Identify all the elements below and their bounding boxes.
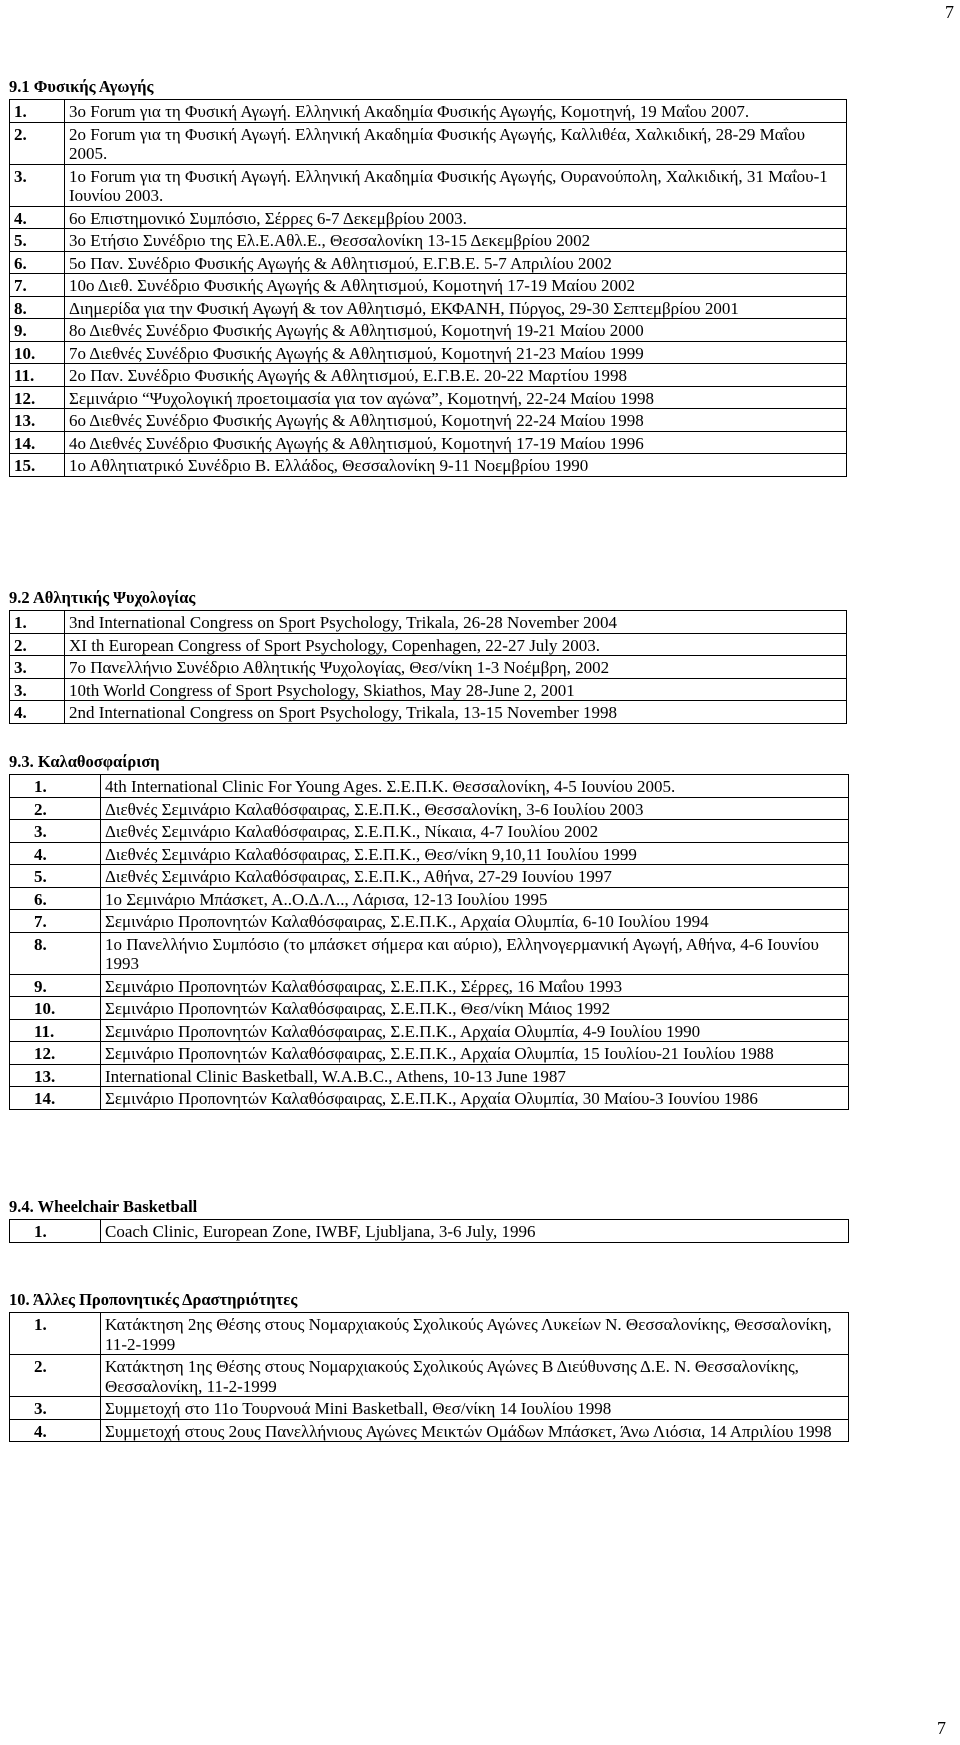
- item-text: 2ο Forum για τη Φυσική Αγωγή. Ελληνική Ακαδημία Φυσικής Αγωγής, Καλλιθέα, Χαλκιδική, 28-29 Μαΐου 2005.: [65, 122, 847, 164]
- item-number: 5.: [10, 865, 101, 888]
- item-text: 2nd International Congress on Sport Psychology, Trikala, 13-15 November 1998: [65, 701, 847, 724]
- table-row: [10, 932, 849, 974]
- table-row: [10, 251, 847, 274]
- item-text: 4ο Διεθνές Συνέδριο Φυσικής Αγωγής & Αθλητισμού, Κομοτηνή 17-19 Μαίου 1996: [65, 431, 847, 454]
- table-row: [10, 865, 849, 888]
- table-row: [10, 454, 847, 477]
- item-text: Κατάκτηση 2ης Θέσης στους Νομαρχιακούς Σχολικούς Αγώνες Λυκείων Ν. Θεσσαλονίκης, Θεσσαλονίκη, 11-2-1999: [101, 1313, 849, 1355]
- table-row: [10, 842, 849, 865]
- item-text: Διεθνές Σεμινάριο Καλαθόσφαιρας, Σ.Ε.Π.Κ., Νίκαια, 4-7 Ιουλίου 2002: [101, 820, 849, 843]
- item-number: 8.: [10, 296, 65, 319]
- item-text: 3ο Forum για τη Φυσική Αγωγή. Ελληνική Ακαδημία Φυσικής Αγωγής, Κομοτηνή, 19 Μαΐου 2007.: [65, 100, 847, 123]
- item-text: Σεμινάριο Προπονητών Καλαθόσφαιρας, Σ.Ε.Π.Κ., Αρχαία Ολυμπία, 15 Ιουλίου-21 Ιουλίου 1988: [101, 1042, 849, 1065]
- section-title: 10. Άλλες Προπονητικές Δραστηριότητες: [9, 1290, 298, 1309]
- item-number: 10.: [10, 997, 101, 1020]
- item-text: 3nd International Congress on Sport Psychology, Trikala, 26-28 November 2004: [65, 611, 847, 634]
- table-row: [10, 122, 847, 164]
- item-text: 7ο Πανελλήνιο Συνέδριο Αθλητικής Ψυχολογίας, Θεσ/νίκη 1-3 Νοέμβρη, 2002: [65, 656, 847, 679]
- item-number: 3.: [10, 164, 65, 206]
- table-row: [10, 1220, 849, 1243]
- item-number: 7.: [10, 910, 101, 933]
- section-title: 9.3. Καλαθοσφαίριση: [9, 752, 160, 771]
- section-sport-psychology: [9, 588, 847, 724]
- item-number: 6.: [10, 887, 101, 910]
- table-row: [10, 296, 847, 319]
- table-row: [10, 701, 847, 724]
- table-row: [10, 229, 847, 252]
- item-text: Σεμινάριο Προπονητών Καλαθόσφαιρας, Σ.Ε.Π.Κ., Θεσ/νίκη Μάιος 1992: [101, 997, 849, 1020]
- table-row: [10, 409, 847, 432]
- item-number: 12.: [10, 386, 65, 409]
- item-number: 1.: [10, 611, 65, 634]
- table-row: [10, 1064, 849, 1087]
- table-row: [10, 1019, 849, 1042]
- activity-table: [9, 1312, 849, 1442]
- item-number: 13.: [10, 409, 65, 432]
- item-number: 3.: [10, 678, 65, 701]
- item-number: 14.: [10, 431, 65, 454]
- section-basketball: [9, 752, 849, 1110]
- table-row: [10, 611, 847, 634]
- item-number: 2.: [10, 633, 65, 656]
- item-text: 1ο Σεμινάριο Μπάσκετ, Α..Ο.Δ.Λ.., Λάρισα, 12-13 Ιουλίου 1995: [101, 887, 849, 910]
- table-row: [10, 1419, 849, 1442]
- item-number: 4.: [10, 1419, 101, 1442]
- section-title: 9.1 Φυσικής Αγωγής: [9, 77, 154, 96]
- item-number: 1.: [10, 775, 101, 798]
- item-text: Coach Clinic, European Zone, IWBF, Ljubljana, 3-6 July, 1996: [101, 1220, 849, 1243]
- item-text: Διεθνές Σεμινάριο Καλαθόσφαιρας, Σ.Ε.Π.Κ., Αθήνα, 27-29 Ιουνίου 1997: [101, 865, 849, 888]
- item-number: 3.: [10, 656, 65, 679]
- section-physical-education: [9, 77, 847, 477]
- item-number: 10.: [10, 341, 65, 364]
- item-number: 9.: [10, 974, 101, 997]
- item-text: Σεμινάριο Προπονητών Καλαθόσφαιρας, Σ.Ε.Π.Κ., Σέρρες, 16 Μαΐου 1993: [101, 974, 849, 997]
- table-row: [10, 1087, 849, 1110]
- page-number-bottom: 7: [937, 1718, 946, 1738]
- item-text: 1ο Πανελλήνιο Συμπόσιο (το μπάσκετ σήμερα και αύριο), Ελληνογερμανική Αγωγή, Αθήνα, 4-6 Ιουνίου 1993: [101, 932, 849, 974]
- item-text: Συμμετοχή στο 11ο Τουρνουά Mini Basketball, Θεσ/νίκη 14 Ιουλίου 1998: [101, 1397, 849, 1420]
- table-row: [10, 341, 847, 364]
- item-number: 9.: [10, 319, 65, 342]
- item-number: 4.: [10, 842, 101, 865]
- table-row: [10, 431, 847, 454]
- page-number-top: 7: [945, 2, 954, 22]
- item-number: 14.: [10, 1087, 101, 1110]
- item-text: 7ο Διεθνές Συνέδριο Φυσικής Αγωγής & Αθλητισμού, Κομοτηνή 21-23 Μαίου 1999: [65, 341, 847, 364]
- conference-table: [9, 610, 847, 724]
- item-number: 1.: [10, 1313, 101, 1355]
- table-row: [10, 364, 847, 387]
- table-row: [10, 1313, 849, 1355]
- item-number: 3.: [10, 1397, 101, 1420]
- item-text: Σεμινάριο “Ψυχολογική προετοιμασία για τον αγώνα”, Κομοτηνή, 22-24 Μαίου 1998: [65, 386, 847, 409]
- item-text: Σεμινάριο Προπονητών Καλαθόσφαιρας, Σ.Ε.Π.Κ., Αρχαία Ολυμπία, 30 Μαίου-3 Ιουνίου 1986: [101, 1087, 849, 1110]
- item-text: 4th International Clinic For Young Ages. Σ.Ε.Π.Κ. Θεσσαλονίκη, 4-5 Ιουνίου 2005.: [101, 775, 849, 798]
- item-text: 5ο Παν. Συνέδριο Φυσικής Αγωγής & Αθλητισμού, Ε.Γ.Β.Ε. 5-7 Απριλίου 2002: [65, 251, 847, 274]
- item-text: 6ο Διεθνές Συνέδριο Φυσικής Αγωγής & Αθλητισμού, Κομοτηνή 22-24 Μαίου 1998: [65, 409, 847, 432]
- table-row: [10, 775, 849, 798]
- item-text: Διημερίδα για την Φυσική Αγωγή & τον Αθλητισμό, ΕΚΦΑΝΗ, Πύργος, 29-30 Σεπτεμβρίου 2001: [65, 296, 847, 319]
- item-text: Διεθνές Σεμινάριο Καλαθόσφαιρας, Σ.Ε.Π.Κ., Θεσσαλονίκη, 3-6 Ιουλίου 2003: [101, 797, 849, 820]
- item-number: 3.: [10, 820, 101, 843]
- item-number: 2.: [10, 122, 65, 164]
- item-number: 15.: [10, 454, 65, 477]
- table-row: [10, 997, 849, 1020]
- item-text: Σεμινάριο Προπονητών Καλαθόσφαιρας, Σ.Ε.Π.Κ., Αρχαία Ολυμπία, 6-10 Ιουλίου 1994: [101, 910, 849, 933]
- conference-table: [9, 774, 849, 1110]
- item-number: 2.: [10, 1355, 101, 1397]
- table-row: [10, 386, 847, 409]
- item-text: 1ο Αθλητιατρικό Συνέδριο Β. Ελλάδος, Θεσσαλονίκη 9-11 Νοεμβρίου 1990: [65, 454, 847, 477]
- item-text: 1ο Forum για τη Φυσική Αγωγή. Ελληνική Ακαδημία Φυσικής Αγωγής, Ουρανούπολη, Χαλκιδική, 31 Μαΐου-1 Ιουνίου 2003.: [65, 164, 847, 206]
- item-number: 1.: [10, 1220, 101, 1243]
- item-text: XI th European Congress of Sport Psychology, Copenhagen, 22-27 July 2003.: [65, 633, 847, 656]
- item-text: 10th World Congress of Sport Psychology, Skiathos, May 28-June 2, 2001: [65, 678, 847, 701]
- table-row: [10, 1397, 849, 1420]
- item-number: 11.: [10, 364, 65, 387]
- section-title: 9.2 Αθλητικής Ψυχολογίας: [9, 588, 196, 607]
- item-number: 1.: [10, 100, 65, 123]
- table-row: [10, 820, 849, 843]
- table-row: [10, 1042, 849, 1065]
- item-text: Κατάκτηση 1ης Θέσης στους Νομαρχιακούς Σχολικούς Αγώνες Β Διεύθυνσης Δ.Ε. Ν. Θεσσαλονίκης, Θεσσαλονίκη, 11-2-1999: [101, 1355, 849, 1397]
- section-other-coaching-activities: [9, 1290, 849, 1442]
- table-row: [10, 974, 849, 997]
- item-number: 11.: [10, 1019, 101, 1042]
- item-text: 10ο Διεθ. Συνέδριο Φυσικής Αγωγής & Αθλητισμού, Κομοτηνή 17-19 Μαίου 2002: [65, 274, 847, 297]
- table-row: [10, 206, 847, 229]
- item-text: International Clinic Basketball, W.A.B.C., Athens, 10-13 June 1987: [101, 1064, 849, 1087]
- table-row: [10, 274, 847, 297]
- table-row: [10, 797, 849, 820]
- item-number: 4.: [10, 206, 65, 229]
- table-row: [10, 1355, 849, 1397]
- section-wheelchair-basketball: [9, 1197, 849, 1243]
- section-title: 9.4. Wheelchair Basketball: [9, 1197, 198, 1216]
- table-row: [10, 678, 847, 701]
- table-row: [10, 887, 849, 910]
- item-number: 7.: [10, 274, 65, 297]
- item-number: 2.: [10, 797, 101, 820]
- item-text: Διεθνές Σεμινάριο Καλαθόσφαιρας, Σ.Ε.Π.Κ., Θεσ/νίκη 9,10,11 Ιουλίου 1999: [101, 842, 849, 865]
- item-number: 13.: [10, 1064, 101, 1087]
- item-number: 4.: [10, 701, 65, 724]
- table-row: [10, 319, 847, 342]
- item-text: 8ο Διεθνές Συνέδριο Φυσικής Αγωγής & Αθλητισμού, Κομοτηνή 19-21 Μαίου 2000: [65, 319, 847, 342]
- item-text: 2ο Παν. Συνέδριο Φυσικής Αγωγής & Αθλητισμού, Ε.Γ.Β.Ε. 20-22 Μαρτίου 1998: [65, 364, 847, 387]
- table-row: [10, 100, 847, 123]
- item-number: 12.: [10, 1042, 101, 1065]
- conference-table: [9, 99, 847, 477]
- conference-table: [9, 1219, 849, 1243]
- table-row: [10, 633, 847, 656]
- item-number: 6.: [10, 251, 65, 274]
- table-row: [10, 910, 849, 933]
- item-text: 6ο Επιστημονικό Συμπόσιο, Σέρρες 6-7 Δεκεμβρίου 2003.: [65, 206, 847, 229]
- table-row: [10, 656, 847, 679]
- item-text: Σεμινάριο Προπονητών Καλαθόσφαιρας, Σ.Ε.Π.Κ., Αρχαία Ολυμπία, 4-9 Ιουλίου 1990: [101, 1019, 849, 1042]
- item-number: 8.: [10, 932, 101, 974]
- item-text: 3ο Ετήσιο Συνέδριο της Ελ.Ε.Αθλ.Ε., Θεσσαλονίκη 13-15 Δεκεμβρίου 2002: [65, 229, 847, 252]
- item-text: Συμμετοχή στους 2ους Πανελλήνιους Αγώνες Μεικτών Ομάδων Μπάσκετ, Άνω Λιόσια, 14 Απριλίου 1998: [101, 1419, 849, 1442]
- table-row: [10, 164, 847, 206]
- item-number: 5.: [10, 229, 65, 252]
